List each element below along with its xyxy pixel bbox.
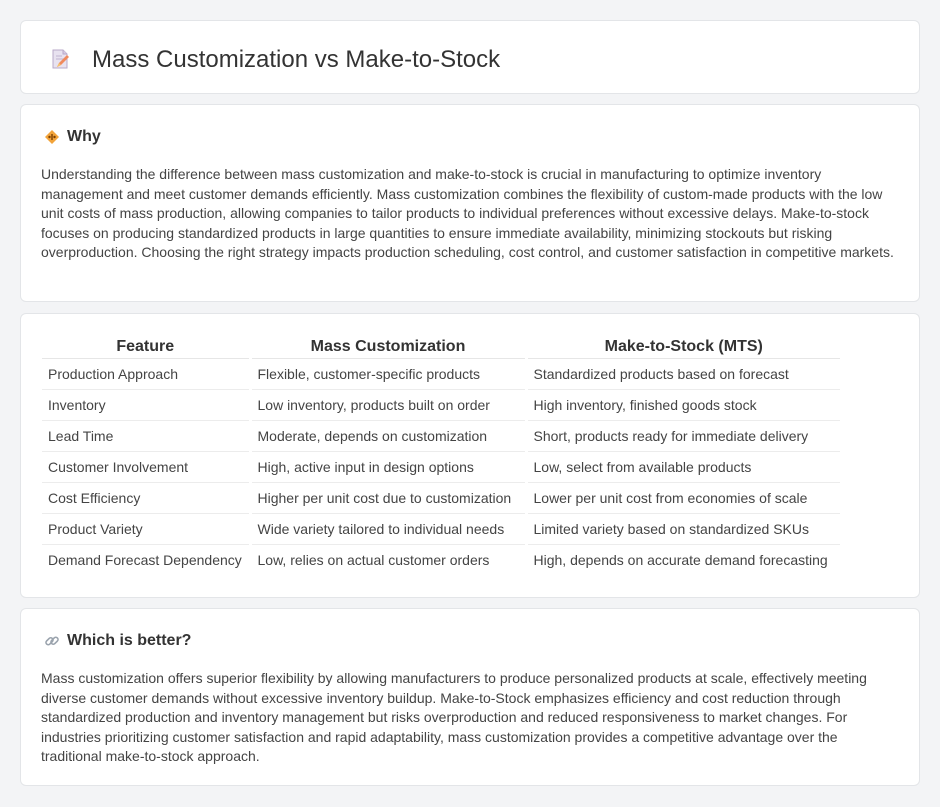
table-row — [42, 513, 840, 544]
table-header-row — [42, 336, 840, 358]
page-title: Mass Customization vs Make-to-Stock — [92, 46, 501, 73]
mass-customization-cell: Wide variety tailored to individual needs — [250, 513, 526, 544]
feature-cell: Customer Involvement — [42, 451, 250, 482]
make-to-stock-cell: High inventory, finished goods stock — [526, 389, 840, 420]
table-row — [42, 358, 840, 389]
diamond-warning-icon — [44, 129, 60, 145]
title-card — [20, 20, 920, 94]
which-is-better-paragraph: Mass customization offers superior flexibility by allowing manufacturers to produce personalized products at scale, effectively meeting diverse customer demands without excessive inventory buildup. Make-to-Stock emphasizes efficiency and cost reduction through standardized production and inventory management but risks overproduction and reduced responsiveness to market changes. For industries prioritizing customer satisfaction and rapid adaptability, mass customization provides a competitive advantage over the traditional make-to-stock approach. — [41, 670, 867, 764]
column-header-feature: Feature — [42, 336, 250, 358]
column-header-make-to-stock: Make-to-Stock (MTS) — [526, 336, 840, 358]
table-row — [42, 451, 840, 482]
why-section — [20, 104, 920, 302]
why-paragraph: Understanding the difference between mass customization and make-to-stock is crucial in manufacturing to optimize inventory management and meet customer demands efficiently. Mass customization combines the flexibility of custom-made products with the low unit costs of mass production, allowing companies to tailor products to individual preferences without excessive delays. Make-to-stock focuses on producing standardized products in large quantities to ensure immediate availability, minimizing stockouts but risking overproduction. Choosing the right strategy impacts production scheduling, cost control, and customer satisfaction in competitive markets. — [41, 166, 894, 260]
table-row — [42, 482, 840, 513]
make-to-stock-cell: Standardized products based on forecast — [526, 358, 840, 389]
mass-customization-cell: Low inventory, products built on order — [250, 389, 526, 420]
comparison-section — [20, 313, 920, 598]
make-to-stock-cell: Low, select from available products — [526, 451, 840, 482]
feature-cell: Demand Forecast Dependency — [48, 551, 242, 568]
make-to-stock-cell: Short, products ready for immediate delivery — [526, 420, 840, 451]
feature-cell: Product Variety — [42, 513, 250, 544]
column-header-mass-customization: Mass Customization — [250, 336, 526, 358]
which-is-better-heading: Which is better? — [67, 632, 192, 649]
feature-cell: Inventory — [42, 389, 250, 420]
table-row — [42, 544, 840, 575]
mass-customization-cell: Low, relies on actual customer orders — [250, 544, 526, 575]
table-row — [42, 389, 840, 420]
make-to-stock-cell: High, depends on accurate demand forecasting — [526, 544, 840, 575]
which-is-better-section — [20, 608, 920, 786]
mass-customization-cell: Higher per unit cost due to customization — [250, 482, 526, 513]
mass-customization-cell: Flexible, customer-specific products — [250, 358, 526, 389]
make-to-stock-cell: Limited variety based on standardized SKUs — [526, 513, 840, 544]
feature-cell: Cost Efficiency — [42, 482, 250, 513]
why-heading: Why — [67, 128, 101, 145]
make-to-stock-cell: Lower per unit cost from economies of scale — [526, 482, 840, 513]
mass-customization-cell: High, active input in design options — [250, 451, 526, 482]
table-row — [42, 420, 840, 451]
feature-cell: Lead Time — [42, 420, 250, 451]
link-icon — [44, 633, 60, 649]
feature-cell: Production Approach — [42, 358, 250, 389]
comparison-table — [42, 336, 840, 575]
mass-customization-cell: Moderate, depends on customization — [250, 420, 526, 451]
document-pencil-icon — [49, 48, 71, 70]
